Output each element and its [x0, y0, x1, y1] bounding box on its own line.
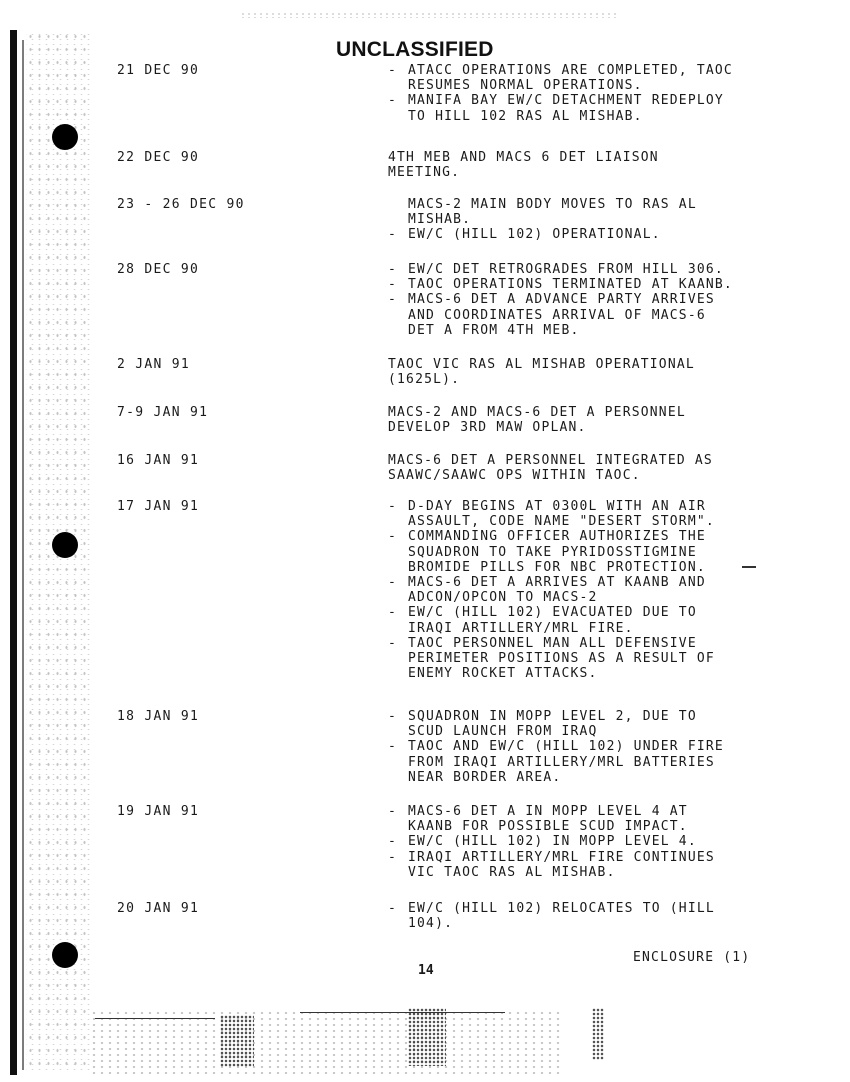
entry-description	[388, 709, 838, 785]
scan-block-mark	[592, 1008, 604, 1060]
scan-line	[300, 1012, 505, 1013]
entry-bullet-line: - ATACC OPERATIONS ARE COMPLETED, TAOC	[388, 63, 838, 78]
entry-text-line: SAAWC/SAAWC OPS WITHIN TAOC.	[388, 468, 641, 484]
entry-text-line: 104).	[408, 916, 454, 932]
entry-text-line: FROM IRAQI ARTILLERY/MRL BATTERIES	[408, 754, 715, 770]
entry-text-line: BROMIDE PILLS FOR NBC PROTECTION.	[408, 559, 706, 575]
scan-block-mark	[220, 1015, 254, 1067]
entry-date: 17 JAN 91	[117, 499, 200, 514]
entry-text-line: MEETING.	[388, 165, 461, 181]
entry-text-line: AND COORDINATES ARRIVAL OF MACS-6	[408, 307, 706, 323]
punch-hole-icon	[52, 942, 78, 968]
entry-text-line: MISHAB.	[408, 212, 472, 228]
entry-text-line: VIC TAOC RAS AL MISHAB.	[408, 864, 616, 880]
entry-date: 21 DEC 90	[117, 63, 200, 78]
entry-text-line: DET A FROM 4TH MEB.	[408, 322, 580, 338]
entry-bullet-line: - EW/C (HILL 102) OPERATIONAL.	[388, 227, 838, 242]
entry-date: 20 JAN 91	[117, 901, 200, 916]
entry-bullet-line: - EW/C (HILL 102) RELOCATES TO (HILL	[388, 901, 838, 916]
entry-bullet-line: - SQUADRON IN MOPP LEVEL 2, DUE TO	[388, 709, 838, 724]
entry-bullet-line: - EW/C (HILL 102) EVACUATED DUE TO	[388, 605, 838, 620]
entry-text-line: IRAQI ARTILLERY/MRL FIRE.	[408, 620, 634, 636]
entry-description	[388, 499, 838, 681]
entry-date: 18 JAN 91	[117, 709, 200, 724]
entry-bullet-line: - EW/C (HILL 102) IN MOPP LEVEL 4.	[388, 834, 838, 849]
entry-bullet-line: - MANIFA BAY EW/C DETACHMENT REDEPLOY	[388, 93, 838, 108]
entry-text-line: ASSAULT, CODE NAME "DESERT STORM".	[408, 514, 715, 530]
entry-text-line: 4TH MEB AND MACS 6 DET LIAISON	[388, 150, 659, 165]
entry-bullet-line: - MACS-6 DET A IN MOPP LEVEL 4 AT	[388, 804, 838, 819]
entry-date: 23 - 26 DEC 90	[117, 197, 245, 212]
entry-bullet-line: - TAOC OPERATIONS TERMINATED AT KAANB.	[388, 277, 838, 292]
entry-date: 28 DEC 90	[117, 262, 200, 277]
entry-text-line: TAOC VIC RAS AL MISHAB OPERATIONAL	[388, 357, 695, 372]
entry-bullet-line: - TAOC PERSONNEL MAN ALL DEFENSIVE	[388, 636, 838, 651]
entry-bullet-line: - IRAQI ARTILLERY/MRL FIRE CONTINUES	[388, 850, 838, 865]
entry-bullet-line: - MACS-6 DET A ARRIVES AT KAANB AND	[388, 575, 838, 590]
entry-description	[388, 262, 838, 338]
entry-text-line: (1625L).	[388, 372, 461, 388]
scan-line	[742, 566, 756, 568]
entry-description	[388, 901, 838, 931]
enclosure-label: ENCLOSURE (1)	[633, 950, 751, 965]
entry-text-line: MACS-2 MAIN BODY MOVES TO RAS AL	[408, 197, 697, 212]
entry-date: 7-9 JAN 91	[117, 405, 209, 420]
entry-bullet-line: - COMMANDING OFFICER AUTHORIZES THE	[388, 529, 838, 544]
entry-description	[388, 197, 838, 243]
entry-text-line: NEAR BORDER AREA.	[408, 769, 562, 785]
entry-date: 2 JAN 91	[117, 357, 191, 372]
entry-text-line: SCUD LAUNCH FROM IRAQ	[408, 724, 598, 740]
entry-bullet-line: - TAOC AND EW/C (HILL 102) UNDER FIRE	[388, 739, 838, 754]
entry-text-line: KAANB FOR POSSIBLE SCUD IMPACT.	[408, 819, 688, 835]
page-number: 14	[418, 963, 434, 978]
entry-description	[388, 357, 838, 387]
binding-edge-bar	[10, 30, 17, 1075]
classification-marking: UNCLASSIFIED	[336, 38, 494, 61]
punch-hole-icon	[52, 124, 78, 150]
entry-description	[388, 804, 838, 880]
entry-bullet-line: - D-DAY BEGINS AT 0300L WITH AN AIR	[388, 499, 838, 514]
scan-noise-top	[240, 12, 620, 18]
entry-text-line: SQUADRON TO TAKE PYRIDOSSTIGMINE	[408, 544, 697, 560]
entry-description	[388, 453, 838, 483]
entry-description	[388, 63, 838, 124]
scan-block-mark	[408, 1008, 446, 1066]
entry-text-line: ADCON/OPCON TO MACS-2	[408, 590, 598, 606]
entry-description	[388, 405, 838, 435]
entry-date: 16 JAN 91	[117, 453, 200, 468]
entry-text-line: MACS-2 AND MACS-6 DET A PERSONNEL	[388, 405, 686, 420]
entry-bullet-line: - MACS-6 DET A ADVANCE PARTY ARRIVES	[388, 292, 838, 307]
entry-text-line: MACS-6 DET A PERSONNEL INTEGRATED AS	[388, 453, 713, 468]
scan-noise-bottom	[90, 1010, 560, 1075]
entry-description	[388, 150, 838, 180]
binding-edge-line	[22, 40, 24, 1070]
entry-text-line: PERIMETER POSITIONS AS A RESULT OF	[408, 651, 715, 667]
entry-text-line: ENEMY ROCKET ATTACKS.	[408, 666, 598, 682]
entry-text-line: TO HILL 102 RAS AL MISHAB.	[408, 108, 643, 124]
punch-hole-icon	[52, 532, 78, 558]
entry-date: 19 JAN 91	[117, 804, 200, 819]
entry-bullet-line: - EW/C DET RETROGRADES FROM HILL 306.	[388, 262, 838, 277]
entry-text-line: DEVELOP 3RD MAW OPLAN.	[388, 420, 587, 436]
entry-date: 22 DEC 90	[117, 150, 200, 165]
scan-line	[95, 1018, 215, 1019]
entry-text-line: RESUMES NORMAL OPERATIONS.	[408, 78, 643, 94]
